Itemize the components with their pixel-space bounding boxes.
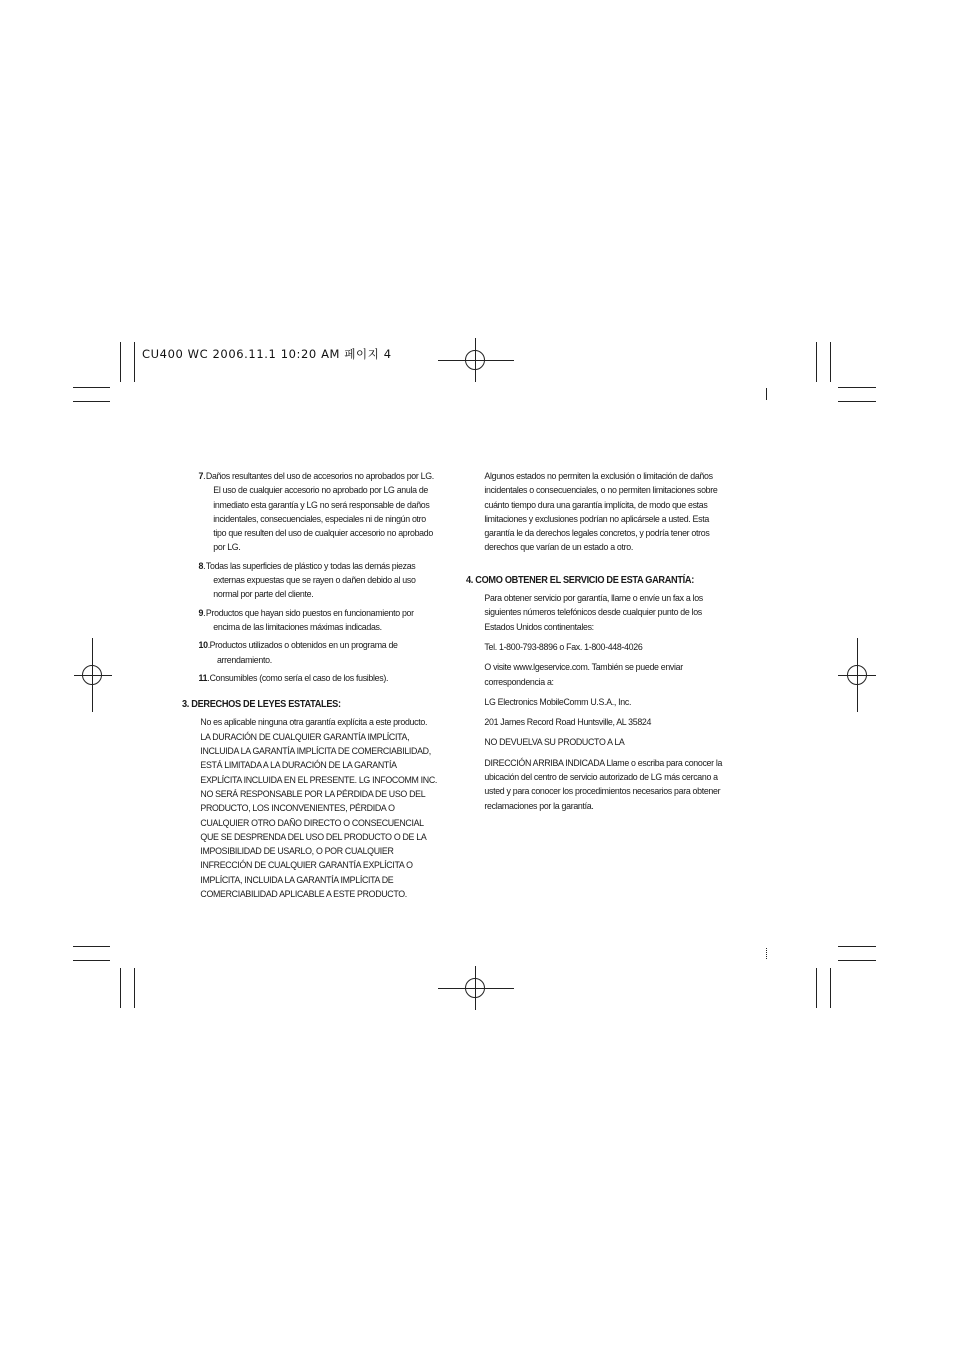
crop-mark (838, 387, 876, 388)
item-text: Daños resultantes del uso de accesorios no aprobados por LG. El uso de cualquier accesorio no aprobado por LG anula de inmediato esta garantía y LG no será responsable de daños incidentales, consecuenciales, especiales ni de ningún otro tipo que resulten del uso de cualquier accesorio no aprobado por LG. (205, 471, 434, 554)
crop-mark (73, 960, 110, 961)
item-text: Productos utilizados o obtenidos en un programa de arrendamiento. (209, 640, 398, 666)
left-column (182, 470, 438, 907)
return-warning: NO DEVUELVA SU PRODUCTO A LA (484, 737, 625, 749)
crop-mark (73, 387, 110, 388)
item-number: 8 . (199, 560, 206, 574)
item-number: 10 . (199, 639, 210, 653)
item-number: 11 . (199, 672, 210, 686)
crop-mark (134, 342, 135, 382)
company-name: LG Electronics MobileComm U.S.A., Inc. (484, 696, 632, 708)
crop-mark (120, 968, 121, 1008)
list-item (182, 470, 438, 556)
list-item (182, 672, 438, 686)
item-text: Productos que hayan sido puestos en funcionamiento por encima de las limitaciones máximas indicadas. (205, 607, 414, 633)
crop-mark (120, 342, 121, 382)
item-number: 9 . (199, 607, 206, 621)
item-text: Todas las superficies de plástico y todas las demás piezas externas expuestas que se rayen o dañen debido al uso normal por parte del cliente. (205, 560, 416, 601)
section-3-body: No es aplicable ninguna otra garantía explícita a este producto. LA DURACIÓN DE CUALQUIER GARANTÍA IMPLÍCITA, INCLUIDA LA GARANTÍA IMPLÍCITA DE COMERCIABILIDAD, ESTÁ LIMITADA A LA DURACIÓN DE LA GARANTÍA EXPLÍCITA INCLUIDA EN EL PRESENTE. LG INFOCOMM INC. NO SERÁ RESPONSABLE POR LA PÉRDIDA DE USO DEL PRODUCTO, LOS INCONVENIENTES, PÉRDIDA O CUALQUIER OTRO DAÑO DIRECTO O CONSECUENCIAL QUE SE DESPRENDA DEL USO DEL PRODUCTO O DE LA IMPOSIBILIDAD DE USARLO, O POR CUALQUIER INFRECCIÓN DE CUALQUIER GARANTÍA EXPLÍCITA O IMPLÍCITA, INCLUIDA LA GARANTÍA IMPLÍCITA DE COMERCIABILIDAD APLICABLE A ESTE PRODUCTO. (200, 717, 438, 901)
service-center-info: DIRECCIÓN ARRIBA INDICADA Llame o escriba para conocer la ubicación del centro de servicio autorizado de LG más cercano a usted y para conocer los procedimientos necesarios para obtener reclamaciones por la garantía. (484, 757, 723, 812)
print-header: CU400 WC 2006.11.1 10:20 AM 페이지 4 (142, 347, 392, 361)
service-instructions: Para obtener servicio por garantía, llame o envíe un fax a los siguientes números telefónicos desde cualquier punto de los Estados Unidos continentales: (484, 593, 703, 633)
contact-website: O visite www.lgeservice.com. También se puede enviar correspondencia a: (484, 662, 683, 688)
right-column (466, 470, 724, 820)
crop-mark (766, 388, 767, 400)
crop-mark (838, 946, 876, 947)
list-item (182, 607, 438, 636)
crop-mark (830, 342, 831, 382)
crop-mark (838, 401, 876, 402)
contact-phone-fax: Tel. 1-800-793-8896 o Fax. 1-800-448-4026 (484, 641, 643, 653)
list-item (182, 639, 438, 668)
crop-mark (134, 968, 135, 1008)
crop-mark (816, 968, 817, 1008)
section-3-title: 3. DERECHOS DE LEYES ESTATALES: (182, 699, 341, 711)
crop-mark (838, 960, 876, 961)
item-number: 7 . (199, 470, 206, 484)
crop-mark (73, 946, 110, 947)
crop-mark (830, 968, 831, 1008)
item-text: Consumibles (como sería el caso de los fusibles). (209, 672, 389, 684)
company-address: 201 James Record Road Huntsville, AL 35824 (484, 717, 652, 729)
list-item (182, 560, 438, 603)
crop-mark (73, 401, 110, 402)
crop-mark (816, 342, 817, 382)
section-4-title: 4. COMO OBTENER EL SERVICIO DE ESTA GARANTÍA: (466, 574, 694, 586)
crop-mark (766, 948, 767, 960)
state-law-note: Algunos estados no permiten la exclusión o limitación de daños incidentales o consecuenciales, o no permiten limitaciones sobre cuánto tiempo dura una garantía implícita, de modo que estas limitaciones y exclusiones podrían no aplicársele a usted. Esta garantía le da derechos legales concretos, y podría tener otros derechos que varían de un estado a otro. (484, 471, 718, 554)
